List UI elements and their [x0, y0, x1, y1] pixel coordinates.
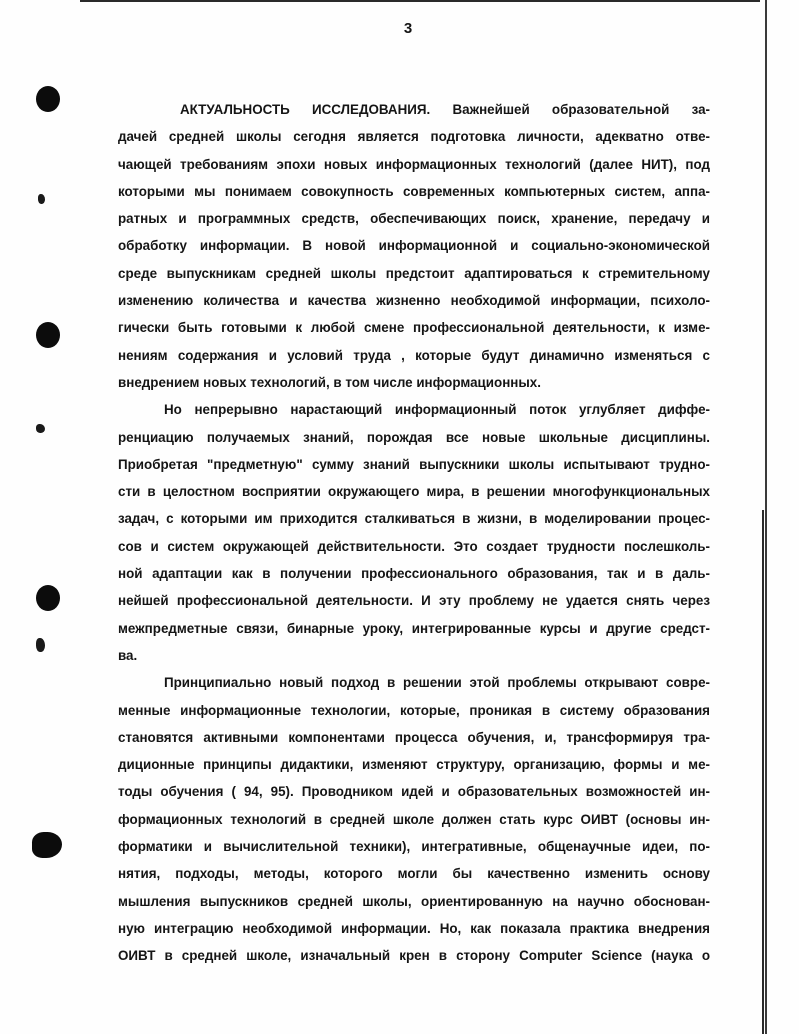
scan-speck: [36, 424, 45, 433]
punch-hole-icon: [36, 585, 60, 611]
text-line: мышления выпускников средней школы, ориентированную на научно обоснован-: [118, 893, 710, 909]
page-number: 3: [403, 20, 413, 37]
punch-hole-icon: [36, 86, 60, 112]
text-line: чающей требованиям эпохи новых информационных технологий (далее НИТ), под: [118, 156, 710, 172]
text-line: изменению количества и качества жизненно необходимой информации, психоло-: [118, 293, 710, 309]
text-line: ОИВТ в средней школе, изначальный крен в сторону Computer Science (наука о: [118, 948, 710, 964]
text-line: Принципиально новый подход в решении этой проблемы открывают совре-: [164, 675, 710, 691]
text-line: нениям содержания и условий труда , которые будут динамично изменяться с: [118, 347, 710, 363]
text-line: диционные принципы дидактики, изменяют структуру, организацию, формы и ме-: [118, 757, 710, 773]
text-line: сти в целостном восприятии окружающего мира, в решении многофункциональных: [118, 484, 710, 500]
scan-edge-right: [765, 0, 767, 1034]
scan-speck: [38, 194, 45, 204]
scan-speck: [36, 638, 45, 652]
text-line: Приобретая "предметную" сумму знаний выпускники школы испытывают трудно-: [118, 456, 710, 472]
text-line: ную интеграцию необходимой информации. Но, как показала практика внедрения: [118, 920, 710, 936]
text-line: тоды обучения ( 94, 95). Проводником идей и образовательных возможностей ин-: [118, 784, 710, 800]
text-line: обработку информации. В новой информационной и социально-экономической: [118, 238, 710, 254]
text-line: ной адаптации как в получении профессионального образования, так и в даль-: [118, 566, 710, 582]
text-line: ва.: [118, 647, 138, 663]
punch-hole-icon: [36, 322, 60, 348]
text-line: нейшей профессиональной деятельности. И эту проблему не удается снять через: [118, 593, 710, 609]
text-line: ренциацию получаемых знаний, порождая все новые школьные дисциплины.: [118, 429, 710, 445]
text-line: среде выпускникам средней школы предстоит адаптироваться к стремительному: [118, 265, 710, 281]
text-line: Но непрерывно нарастающий информационный поток углубляет диффе-: [164, 402, 710, 418]
text-line: менные информационные технологии, которые, проникая в систему образования: [118, 702, 710, 718]
text-line: форматики и вычислительной техники), интегративные, общенаучные идеи, по-: [118, 839, 710, 855]
text-line: внедрением новых технологий, в том числе информационных.: [118, 374, 541, 390]
text-line: которыми мы понимаем совокупность современных компьютерных систем, аппа-: [118, 183, 710, 199]
text-line: формационных технологий в средней школе должен стать курс ОИВТ (основы ин-: [118, 811, 710, 827]
text-line: межпредметные связи, бинарные уроку, интегрированные курсы и другие средст-: [118, 620, 710, 636]
section-heading: АКТУАЛЬНОСТЬ ИССЛЕДОВАНИЯ.: [180, 102, 431, 117]
text-line: АКТУАЛЬНОСТЬ ИССЛЕДОВАНИЯ. Важнейшей образовательной за-: [180, 102, 710, 117]
binder-mark-icon: [32, 832, 62, 858]
text-line: дачей средней школы сегодня является подготовка личности, адекватно отве-: [118, 129, 710, 145]
text-line: гически быть готовыми к любой смене профессиональной деятельности, к изме-: [118, 320, 710, 336]
text-line: задач, с которыми им приходится сталкиваться в жизни, в моделировании процес-: [118, 511, 710, 527]
scan-edge-right-lower: [762, 510, 764, 1034]
text-line: становятся активными компонентами процесса обучения, и, трансформируя тра-: [118, 729, 710, 745]
text-line: ратных и программных средств, обеспечивающих поиск, хранение, передачу и: [118, 211, 710, 227]
scan-edge-top: [80, 0, 760, 2]
document-body: [118, 96, 710, 970]
text-line: сов и систем окружающей действительности. Это создает трудности послешколь-: [118, 538, 710, 554]
text-line: нятия, подходы, методы, которого могли бы качественно изменить основу: [118, 866, 710, 882]
